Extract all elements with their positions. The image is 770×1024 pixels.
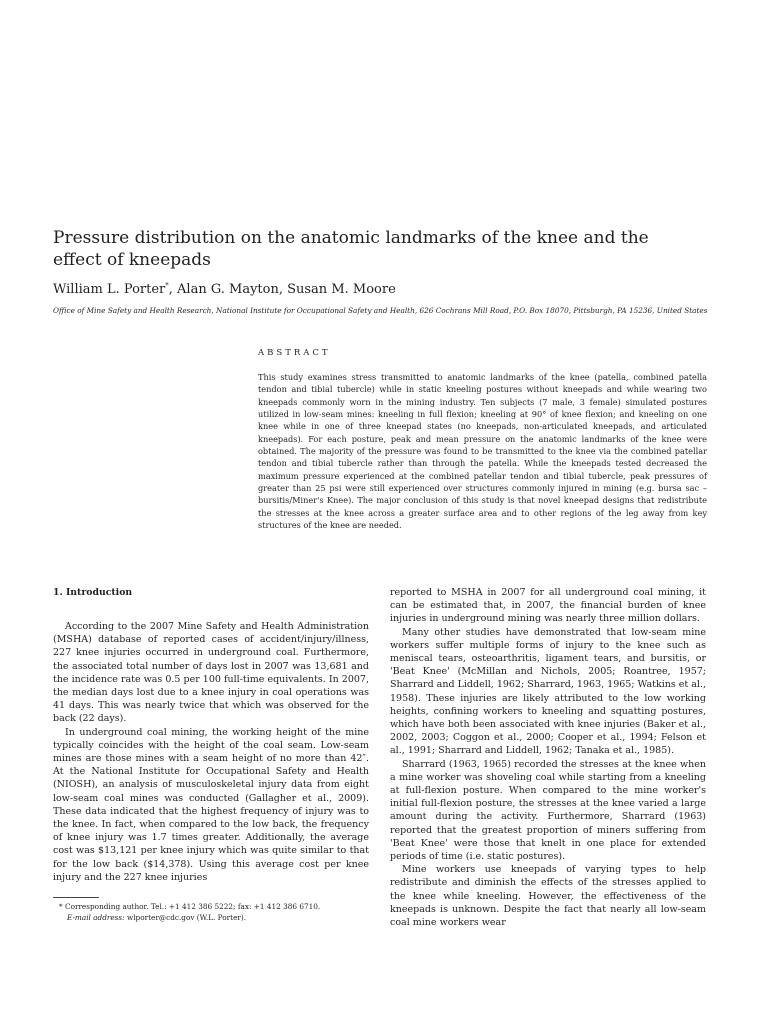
corresponding-author-mark[interactable]: * (165, 281, 169, 290)
footnote-divider (53, 897, 99, 898)
body-paragraph: In underground coal mining, the working height of the mine typically coincides with the height of the coal seam. Low-seam mines are those mines with a seam height of no more than 42″. At the National Institute for Occupational Safety and Health (NIOSH), an analysis of musculoskeletal injury data from eight low-seam coal mines was conducted (Gallagher et al., 2009). These data indicated that the highest frequency of injury was to the knee. In fact, when compared to the low back, the frequency of knee injury was 1.7 times greater. Additionally, the average cost was $13,121 per knee injury which was quite similar to that for the low back ($14,378). Using this average cost per knee injury and the 227 knee injuries (53, 726, 369, 883)
body-paragraph: reported to MSHA in 2007 for all underground coal mining, it can be estimated that, in 2007, the financial burden of knee injuries in underground mining was nearly three million dollars. (390, 587, 706, 625)
footnote-corresponding (53, 902, 369, 913)
email-label: E-mail address: (67, 912, 125, 922)
email-link[interactable]: wlporter@cdc.gov (W.L. Porter). (126, 912, 247, 922)
author-names: , Alan G. Mayton, Susan M. Moore (168, 282, 396, 297)
section-heading: 1. Introduction (53, 587, 133, 598)
footnote (53, 902, 369, 923)
body-paragraph: Many other studies have demonstrated that low-seam mine workers suffer multiple forms of injury to the knee such as meniscal tears, osteoarthritis, ligament tears, and bursitis, or 'Beat Knee' (McMillan and Nichols, 2005; Roantree, 1957; Sharrard and Liddell, 1962; Sharrard, 1963, 1965; Watkins et al., 1958). These injuries are likely attributed to the low working heights, confining workers to kneeling and squatting postures, which have both been associated with knee injuries (Baker et al., 2002, 2003; Coggon et al., 2000; Cooper et al., 1994; Felson et al., 1991; Sharrard and Liddell, 1962; Tanaka et al., 1985). (390, 626, 706, 757)
body-paragraph: Mine workers use kneepads of varying types to help redistribute and diminish the effects of the stresses applied to the knee while kneeling. However, the effectiveness of the kneepads is unknown. Despite the fact that nearly all low-seam coal mine workers wear (390, 864, 706, 929)
body-paragraph: Sharrard (1963, 1965) recorded the stresses at the knee when a mine worker was shoveling coal while starting from a kneeling at full-flexion posture. When compared to the mine worker's initial full-flexion posture, the stresses at the knee varied a large amount during the activity. Furthermore, Sharrard (1963) reported that the greatest proportion of miners suffering from 'Beat Knee' were those that knelt in one place for extended periods of time (i.e. static postures). (390, 758, 706, 863)
footnote-corresponding-text: Corresponding author. Tel.: +1 412 386 5222; fax: +1 412 386 6710. (64, 902, 321, 911)
author-list (53, 282, 713, 298)
body-column-right (390, 586, 706, 929)
abstract-text: This study examines stress transmitted to anatomic landmarks of the knee (patella, combined patella tendon and tibial tubercle) while in static kneeling postures without kneepads and while wearing two kneepads commonly worn in the mining industry. Ten subjects (7 male, 3 female) simulated postures utilized in low-seam mines: kneeling in full flexion; kneeling at 90° of knee flexion; and kneeling on one knee while in one of three kneepad states (no kneepads, non-articulated kneepads, and articulated kneepads). For each posture, peak and mean pressure on the anatomic landmarks of the knee were obtained. The majority of the pressure was found to be transmitted to the knee via the combined patellar tendon and tibial tubercle rather than through the patella. While the kneepads tested decreased the maximum pressure experienced at the combined patellar tendon and tibial tubercle, peak pressures of greater than 25 psi were still experienced over structures commonly injured in mining (e.g. bursa sac – bursitis/Miner's Knee). The major conclusion of this study is that novel kneepad designs that redistribute the stresses at the knee across a greater surface area and to other regions of the leg away from key structures of the knee are needed. (258, 372, 707, 531)
author-name: William L. Porter (53, 282, 166, 297)
paper-title: Pressure distribution on the anatomic landmarks of the knee and the effect of kneepads (53, 228, 649, 270)
footnote-email (53, 913, 369, 924)
footnote-mark: * (59, 902, 63, 911)
affiliation: Office of Mine Safety and Health Research, National Institute for Occupational Safety and Health, 626 Cochrans Mill Road, P.O. Box 18070, Pittsburgh, PA 15236, United States (53, 306, 708, 315)
body-column-left (53, 586, 369, 884)
body-paragraph: According to the 2007 Mine Safety and Health Administration (MSHA) database of reported cases of accident/injury/illness, 227 knee injuries occurred in underground coal. Furthermore, the associated total number of days lost in 2007 was 13,681 and the incidence rate was 0.5 per 100 full-time equivalents. In 2007, the median days lost due to a knee injury in coal operations was 41 days. This was nearly twice that which was observed for the back (22 days). (53, 621, 369, 725)
abstract-heading: ABSTRACT (258, 348, 331, 358)
